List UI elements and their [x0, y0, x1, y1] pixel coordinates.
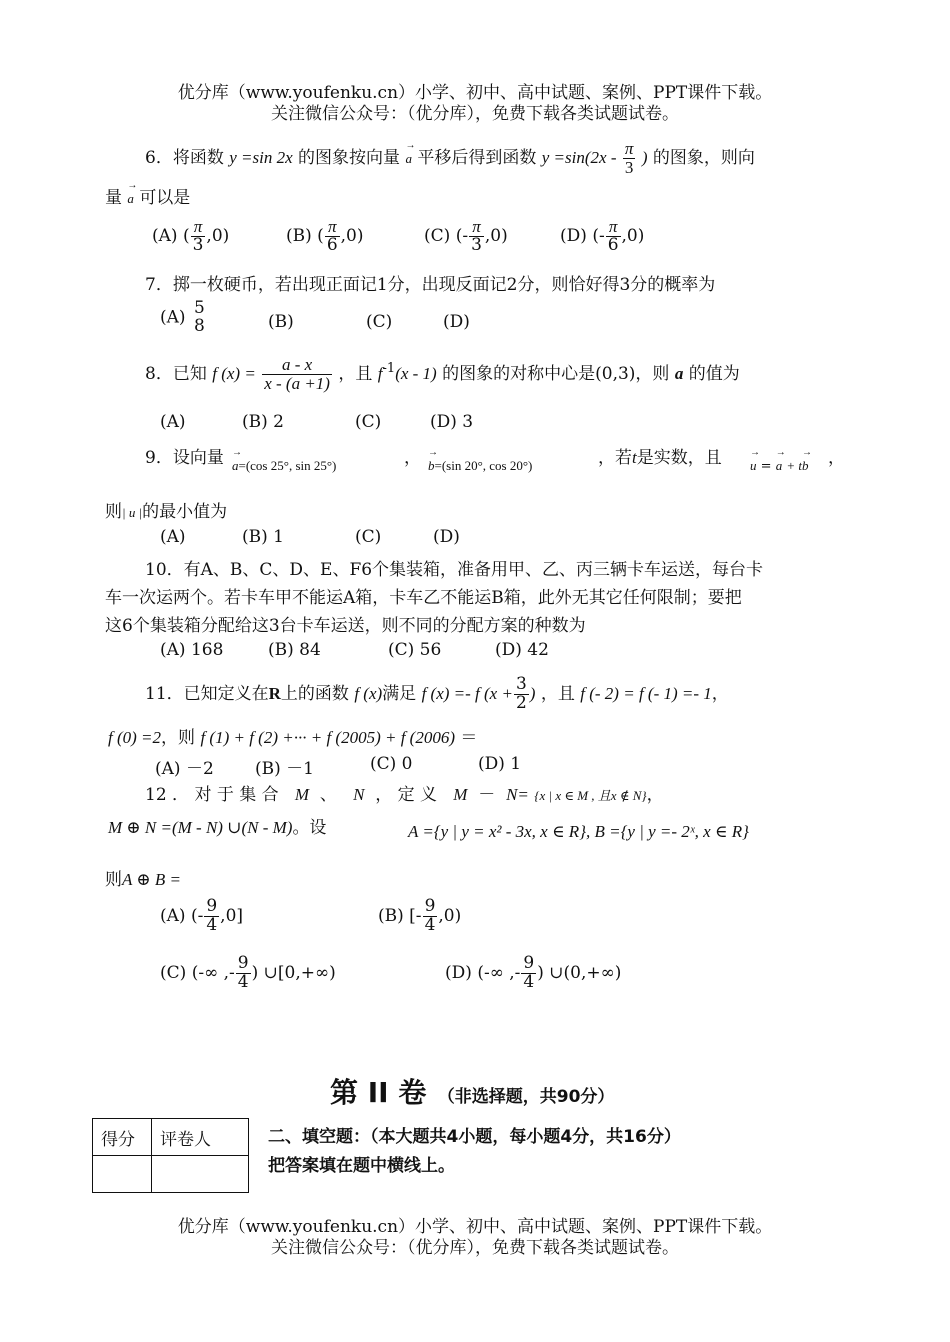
q11-option-a: (A) －2: [155, 759, 214, 779]
q12-option-b: (B) [- $\frac{9}{4}$ ,0): [378, 896, 462, 935]
q6-option-c: (C) (- $\frac{\pi}{3}$ ,0): [424, 217, 508, 255]
q9-option-a: (A): [160, 527, 186, 547]
q7-option-a: (A) 5 8: [160, 298, 205, 336]
section-2-title: 二、填空题：（本大题共4小题，每小题4分，共16分）: [268, 1127, 681, 1147]
q6-option-d: (D) (- $\frac{\pi}{6}$ ,0): [560, 217, 645, 255]
q9-vector-a: → a=(cos 25°, sin 25°): [232, 458, 336, 474]
q7-option-b: (B): [268, 312, 294, 332]
q10-option-c: (C) 56: [388, 640, 442, 660]
q9-comma: ，: [828, 448, 845, 468]
footer-line1: 优分库（www.youfenku.cn）小学、初中、高中试题、案例、PPT课件下载。: [177, 1217, 773, 1237]
q6-option-b: (B) ( $\frac{\pi}{6}$ ,0): [286, 217, 364, 255]
grader-cell[interactable]: [152, 1156, 249, 1193]
q6-option-a: (A) ( $\frac{\pi}{3}$ ,0): [152, 217, 230, 255]
question-9-text-b: ，若t是实数，且: [598, 448, 722, 468]
q8-option-b: (B) 2: [242, 412, 284, 432]
q12-option-d: (D) (-∞ ,- $\frac{9}{4}$ ) ∪(0,+∞): [445, 953, 622, 992]
q11-option-d: (D) 1: [478, 754, 522, 774]
q8-option-a: (A): [160, 412, 186, 432]
score-header: 得分: [93, 1119, 152, 1156]
q9-option-c: (C): [355, 527, 382, 547]
grader-header: 评卷人: [152, 1119, 249, 1156]
question-9-text-a: 9．设向量: [145, 448, 224, 468]
part2-heading: 第 II 卷 （非选择题，共90分）: [330, 1076, 615, 1109]
q12-option-a: (A) (- $\frac{9}{4}$ ,0]: [160, 896, 244, 935]
q11-option-b: (B) －1: [255, 759, 314, 779]
header-line1: 优分库（www.youfenku.cn）小学、初中、高中试题、案例、PPT课件下载。: [177, 83, 773, 103]
q9-sep: ，: [404, 448, 421, 468]
question-6-line1: 6．将函数 y =sin 2x 的图象按向量 → a 平移后得到函数 y =sin(2x - $\frac{\pi}{3}$ ) 的图象，则向: [145, 140, 755, 177]
score-cell[interactable]: [93, 1156, 152, 1193]
question-9-line2: 则| u |的最小值为: [105, 502, 228, 522]
q10-option-b: (B) 84: [268, 640, 321, 660]
question-11-line2: f (0) =2，则 f (1) + f (2) +··· + f (2005) + f (2006) ＝: [108, 728, 478, 748]
q9-vector-b: → b=(sin 20°, cos 20°): [428, 458, 532, 474]
q9-vector-u: → u = → a + t→ b: [750, 458, 808, 474]
question-12-line2: M ⊕ N =(M - N) ∪(N - M)。设: [108, 818, 327, 838]
q8-option-c: (C): [355, 412, 382, 432]
question-7-text: 7．掷一枚硬币，若出现正面记1分，出现反面记2分，则恰好得3分的概率为: [145, 275, 716, 295]
q7-option-c: (C): [366, 312, 393, 332]
question-11-line1: 11．已知定义在R上的函数 f (x)满足 f (x) =- f (x + $\frac{3}{2}$ ) ，且 f (- 2) = f (- 1) =- 1，: [145, 674, 729, 713]
question-8-text: 8．已知 f (x) = $\frac{a - x}{x - (a +1)}$ ，且 $f^{-1}(x - 1)$ 的图象的对称中心是(0,3)，则 a 的值为: [145, 355, 740, 393]
q8-option-d: (D) 3: [430, 412, 474, 432]
q9-option-d: (D): [433, 527, 460, 547]
q9-option-b: (B) 1: [242, 527, 284, 547]
q12-sets: A ={y | y = x² - 3x, x ∈ R}, B ={y | y =- 2ˣ, x ∈ R}: [408, 822, 749, 841]
question-10-line3: 这6个集装箱分配给这3台卡车运送，则不同的分配方案的种数为: [105, 616, 586, 636]
score-table: [92, 1118, 249, 1193]
question-6-line2: 量 → a 可以是: [105, 183, 190, 208]
q7-option-d: (D): [443, 312, 470, 332]
q11-option-c: (C) 0: [370, 754, 413, 774]
footer-line2: 关注微信公众号：（优分库），免费下载各类试题试卷。: [271, 1238, 679, 1258]
question-10-line2: 车一次运两个。若卡车甲不能运A箱，卡车乙不能运B箱，此外无其它任何限制；要把: [105, 588, 742, 608]
q10-option-d: (D) 42: [495, 640, 549, 660]
question-12-line1: 12 ． 对 于 集 合 M 、 N ， 定 义 M － N= {x | x ∈ M , 且x ∉ N}，: [145, 785, 664, 805]
question-12-line3: 则A ⊕ B =: [105, 870, 181, 890]
question-10-line1: 10．有A、B、C、D、E、F6个集装箱，准备用甲、乙、丙三辆卡车运送，每台卡: [145, 560, 764, 580]
q12-option-c: (C) (-∞ ,- $\frac{9}{4}$ ) ∪[0,+∞): [160, 953, 336, 992]
q10-option-a: (A) 168: [160, 640, 224, 660]
section-2-instruction: 把答案填在题中横线上。: [268, 1156, 455, 1176]
header-line2: 关注微信公众号：（优分库），免费下载各类试题试卷。: [271, 104, 679, 124]
